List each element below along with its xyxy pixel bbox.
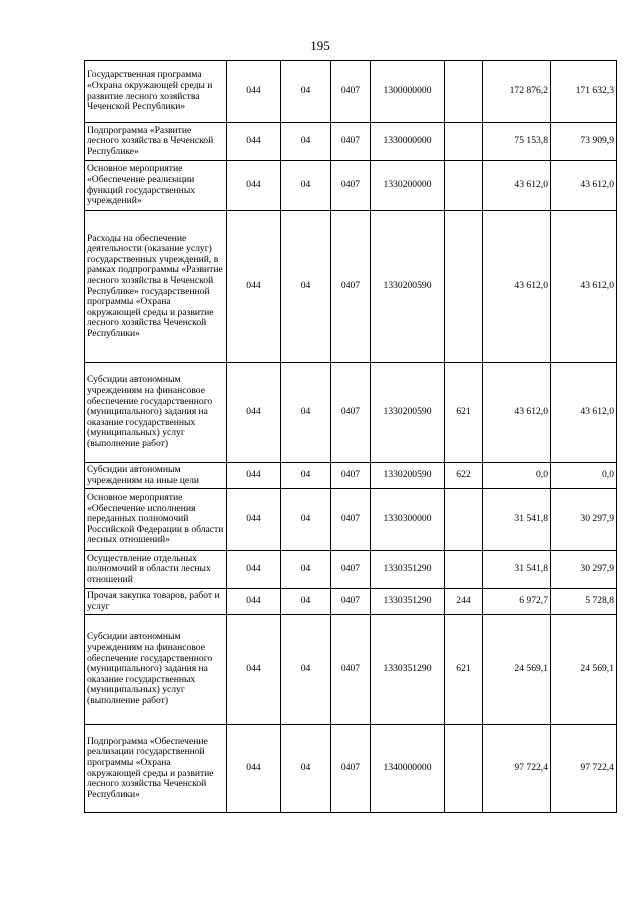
sum-second-cell: 73 909,9 (551, 123, 617, 161)
expense-type-cell (445, 725, 483, 813)
grbs-code-cell: 044 (227, 551, 281, 589)
row-name-cell: Основное мероприятие «Обеспечение исполнения переданных полномочий Российской Федерации в области лесных отношений» (85, 489, 227, 551)
table-row (85, 363, 617, 463)
table-row (85, 123, 617, 161)
sum-first-cell: 97 722,4 (483, 725, 551, 813)
subsection-code-cell: 0407 (331, 725, 371, 813)
section-code-cell: 04 (281, 725, 331, 813)
sum-first-cell: 43 612,0 (483, 161, 551, 211)
subsection-code-cell: 0407 (331, 589, 371, 615)
grbs-code-cell: 044 (227, 489, 281, 551)
row-name-cell: Субсидии автономным учреждениям на финансовое обеспечение государственного (муниципального) задания на оказание государственных (муниципальных) услуг (выполнение работ) (85, 615, 227, 725)
section-code-cell: 04 (281, 615, 331, 725)
subsection-code-cell: 0407 (331, 363, 371, 463)
table-row (85, 589, 617, 615)
expense-type-cell (445, 211, 483, 363)
subsection-code-cell: 0407 (331, 61, 371, 123)
target-article-cell: 1340000000 (371, 725, 445, 813)
target-article-cell: 1300000000 (371, 61, 445, 123)
sum-first-cell: 75 153,8 (483, 123, 551, 161)
expense-type-cell: 244 (445, 589, 483, 615)
target-article-cell: 1330200590 (371, 363, 445, 463)
expense-type-cell: 621 (445, 363, 483, 463)
row-name-cell: Подпрограмма «Развитие лесного хозяйства в Чеченской Республике» (85, 123, 227, 161)
sum-first-cell: 43 612,0 (483, 363, 551, 463)
sum-first-cell: 31 541,8 (483, 489, 551, 551)
sum-second-cell: 171 632,3 (551, 61, 617, 123)
row-name-cell: Субсидии автономным учреждениям на иные цели (85, 463, 227, 489)
section-code-cell: 04 (281, 123, 331, 161)
sum-second-cell: 97 722,4 (551, 725, 617, 813)
target-article-cell: 1330000000 (371, 123, 445, 161)
sum-first-cell: 24 569,1 (483, 615, 551, 725)
expense-type-cell (445, 61, 483, 123)
sum-second-cell: 0,0 (551, 463, 617, 489)
section-code-cell: 04 (281, 363, 331, 463)
sum-second-cell: 43 612,0 (551, 211, 617, 363)
row-name-cell: Осуществление отдельных полномочий в области лесных отношений (85, 551, 227, 589)
section-code-cell: 04 (281, 161, 331, 211)
subsection-code-cell: 0407 (331, 123, 371, 161)
row-name-cell: Расходы на обеспечение деятельности (оказание услуг) государственных учреждений, в рамках подпрограммы «Развитие лесного хозяйства в Чеченской Республике» государственной программы «Охрана окружающей среды и развитие лесного хозяйства Чеченской Республики» (85, 211, 227, 363)
target-article-cell: 1330200590 (371, 463, 445, 489)
sum-first-cell: 172 876,2 (483, 61, 551, 123)
page-number: 195 (310, 38, 330, 53)
expense-type-cell (445, 123, 483, 161)
sum-second-cell: 30 297,9 (551, 551, 617, 589)
expense-type-cell: 622 (445, 463, 483, 489)
sum-second-cell: 30 297,9 (551, 489, 617, 551)
sum-first-cell: 0,0 (483, 463, 551, 489)
expense-type-cell (445, 489, 483, 551)
sum-second-cell: 43 612,0 (551, 363, 617, 463)
grbs-code-cell: 044 (227, 161, 281, 211)
table-row (85, 725, 617, 813)
target-article-cell: 1330351290 (371, 589, 445, 615)
sum-first-cell: 43 612,0 (483, 211, 551, 363)
section-code-cell: 04 (281, 61, 331, 123)
grbs-code-cell: 044 (227, 363, 281, 463)
target-article-cell: 1330200000 (371, 161, 445, 211)
grbs-code-cell: 044 (227, 61, 281, 123)
grbs-code-cell: 044 (227, 211, 281, 363)
row-name-cell: Прочая закупка товаров, работ и услуг (85, 589, 227, 615)
table-row (85, 615, 617, 725)
sum-first-cell: 6 972,7 (483, 589, 551, 615)
table-row (85, 211, 617, 363)
table-body (85, 61, 617, 813)
section-code-cell: 04 (281, 489, 331, 551)
sum-second-cell: 24 569,1 (551, 615, 617, 725)
target-article-cell: 1330300000 (371, 489, 445, 551)
subsection-code-cell: 0407 (331, 489, 371, 551)
table-row (85, 463, 617, 489)
sum-first-cell: 31 541,8 (483, 551, 551, 589)
sum-second-cell: 5 728,8 (551, 589, 617, 615)
section-code-cell: 04 (281, 589, 331, 615)
budget-table (84, 60, 617, 813)
grbs-code-cell: 044 (227, 123, 281, 161)
subsection-code-cell: 0407 (331, 211, 371, 363)
grbs-code-cell: 044 (227, 463, 281, 489)
subsection-code-cell: 0407 (331, 463, 371, 489)
table-row (85, 489, 617, 551)
table-row (85, 161, 617, 211)
section-code-cell: 04 (281, 463, 331, 489)
row-name-cell: Субсидии автономным учреждениям на финансовое обеспечение государственного (муниципального) задания на оказание государственных (муниципальных) услуг (выполнение работ) (85, 363, 227, 463)
expense-type-cell (445, 161, 483, 211)
section-code-cell: 04 (281, 551, 331, 589)
row-name-cell: Подпрограмма «Обеспечение реализации государственной программы «Охрана окружающей среды и развитие лесного хозяйства Чеченской Республики» (85, 725, 227, 813)
sum-second-cell: 43 612,0 (551, 161, 617, 211)
section-code-cell: 04 (281, 211, 331, 363)
grbs-code-cell: 044 (227, 589, 281, 615)
grbs-code-cell: 044 (227, 725, 281, 813)
expense-type-cell (445, 551, 483, 589)
target-article-cell: 1330200590 (371, 211, 445, 363)
expense-type-cell: 621 (445, 615, 483, 725)
row-name-cell: Государственная программа «Охрана окружающей среды и развитие лесного хозяйства Чеченской Республики» (85, 61, 227, 123)
target-article-cell: 1330351290 (371, 551, 445, 589)
target-article-cell: 1330351290 (371, 615, 445, 725)
table-row (85, 551, 617, 589)
table-row (85, 61, 617, 123)
row-name-cell: Основное мероприятие «Обеспечение реализации функций государственных учреждений» (85, 161, 227, 211)
grbs-code-cell: 044 (227, 615, 281, 725)
subsection-code-cell: 0407 (331, 615, 371, 725)
subsection-code-cell: 0407 (331, 161, 371, 211)
subsection-code-cell: 0407 (331, 551, 371, 589)
